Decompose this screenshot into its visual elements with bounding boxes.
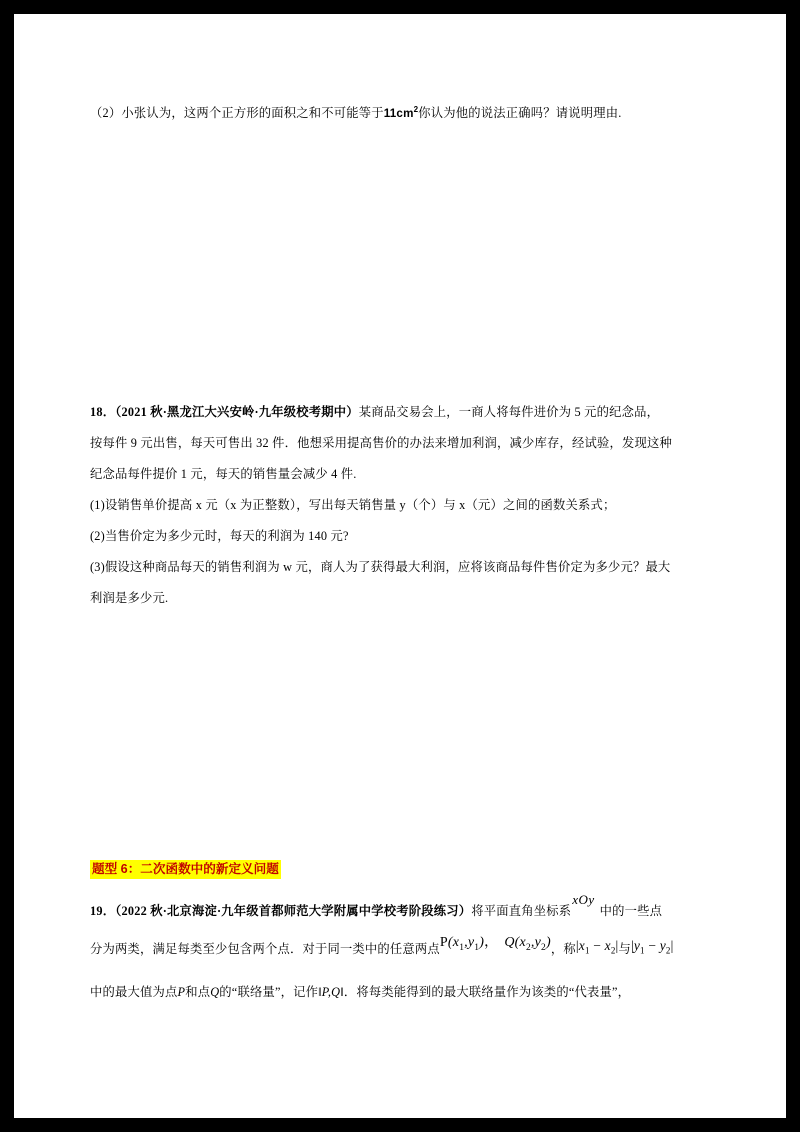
q18-source: （2021 秋·黑龙江大兴安岭·九年级校考期中） (115, 405, 359, 420)
q18-line-1 (90, 397, 750, 428)
q17-body-2: 你认为他的说法正确吗？请说明理由. (418, 106, 622, 121)
document-page (14, 14, 786, 1118)
q19-point-p: $P(x_1,y_1)$， (439, 935, 499, 953)
q18-sub-1: (1)设销售单价提高 x 元（x 为正整数），写出每天销售量 y（个）与 x（元）之间的函数关系式； (90, 498, 616, 513)
q17-number-11-exponent: 2 (413, 105, 419, 114)
q18-line-3: 纪念品每件提价 1 元，每天的销售量会减少 4 件. (90, 467, 357, 482)
q19-abs-y: $|y_1 - y_2|$ (630, 938, 674, 956)
q17-part-label: （2） (90, 106, 122, 121)
section-heading-wrapper (90, 860, 750, 879)
q19-abs-x: $|x_1 - x_2|$ (575, 938, 619, 956)
q18-sub-4: 利润是多少元. (90, 591, 169, 606)
q17-part2-line (90, 94, 750, 129)
q19-line-2 (90, 929, 750, 975)
q19-number: 19． (90, 904, 116, 919)
q18-sub-3: (3)假设这种商品每天的销售利润为 w 元，商人为了获得最大利润，应将该商品每件售价定为多少元？最大 (90, 560, 671, 575)
q19-source: （2022 秋·北京海淀·九年级首都师范大学附属中学校考阶段练习） (115, 904, 472, 919)
q19-line2-c: 与 (618, 942, 631, 957)
q19-point-p-label: P (177, 984, 186, 999)
page-content (90, 94, 750, 1009)
question-19 (90, 893, 750, 1009)
q18-stem-1: 某商品交易会上，一商人将每件进价为 5 元的纪念品， (358, 405, 660, 420)
q18-line-2: 按每件 9 元出售，每天可售出 32 件．他想采用提高售价的办法来增加利润，减少库存，经试验，发现这种 (90, 436, 673, 451)
q17-body-1: 小张认为，这两个正方形的面积之和不可能等于 (121, 106, 384, 121)
q17-number-11: 11cm (383, 107, 414, 121)
answer-space-17 (90, 129, 750, 397)
q19-line-3 (90, 975, 750, 1009)
q19-point-q-label: Q (210, 984, 220, 999)
q19-line3-c: 的“联络量”，记作 (219, 984, 319, 999)
q19-line3-a: 中的最大值为点 (90, 984, 178, 999)
q19-line3-b: 和点 (185, 984, 211, 999)
answer-space-18 (90, 614, 750, 860)
q18-sub-2: (2)当售价定为多少元时，每天的利润为 140 元? (90, 529, 349, 544)
q19-line1-b: 中的一些点 (599, 904, 663, 919)
q18-number: 18． (90, 405, 116, 420)
question-17-part2 (90, 94, 750, 129)
section-heading: 题型 6：二次函数中的新定义问题 (90, 860, 281, 879)
q19-line-1 (90, 893, 750, 929)
q19-line2-a: 分为两类，满足每类至少包含两个点．对于同一类中的任意两点 (90, 942, 440, 957)
q19-line3-d: ．将每类能得到的最大联络量作为该类的“代表量”， (343, 984, 631, 999)
q19-norm-notation: ‖P,Q‖ (318, 984, 344, 999)
question-18 (90, 397, 750, 614)
q19-point-q: $Q(x_2,y_2)$ (504, 935, 551, 953)
q19-line2-b: ，称 (550, 942, 576, 957)
q19-coordinate-system: xOy (572, 892, 595, 908)
q19-line1-a: 将平面直角坐标系 (471, 904, 572, 919)
